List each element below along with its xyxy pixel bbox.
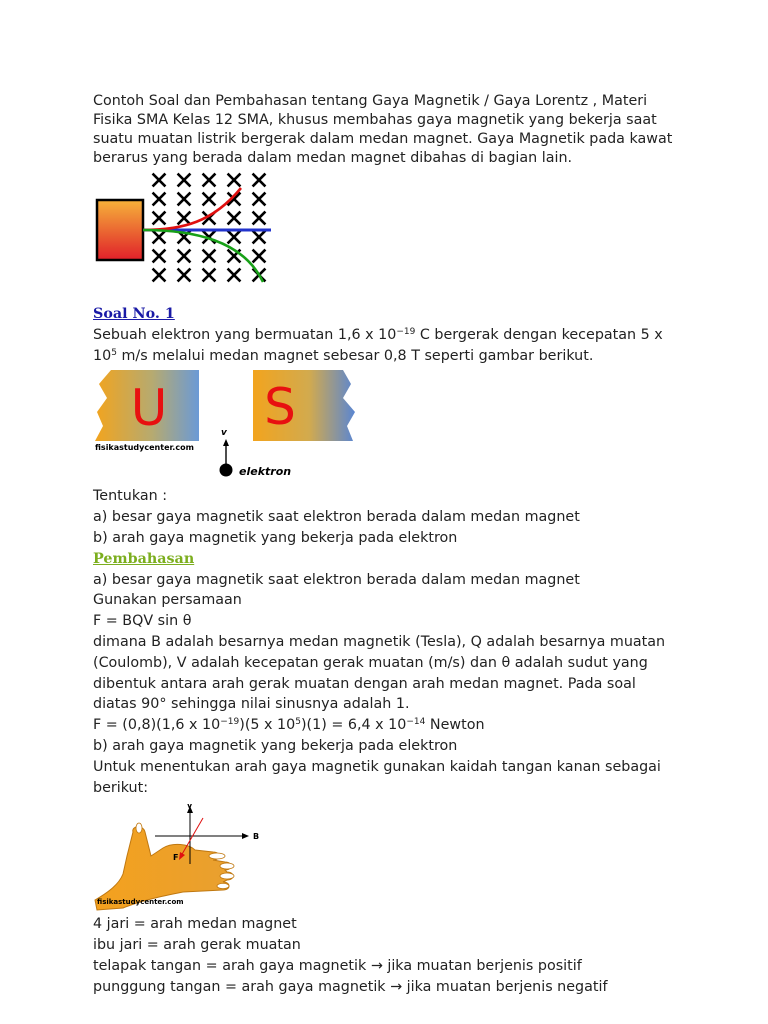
figure-watermark: fisikastudycenter.com [95,443,194,453]
field-cross-mark [229,270,240,281]
pembahasan-heading[interactable]: Pembahasan [93,550,195,567]
f-axis-label: F [173,853,179,863]
explanation-line: (Coulomb), V adalah kecepatan gerak muatan (m/s) dan θ adalah sudut yang [93,654,648,671]
field-cross-mark [254,251,265,262]
intro-line: suatu muatan listrik bergerak dalam medan magnet. Gaya Magnetik pada kawat [93,131,673,147]
task-b: b) arah gaya magnetik yang bekerja pada elektron [93,529,458,546]
explanation-line: dibentuk antara arah gerak muatan dengan arah medan magnet. Pada soal [93,675,636,692]
electron-label: elektron [239,465,292,479]
field-cross-mark [179,194,190,205]
intro-line: berarus yang berada dalam medan magnet dibahas di bagian lain. [93,150,573,166]
rule-item: telapak tangan = arah gaya magnetik → jika muatan berjenis positif [93,957,582,974]
field-cross-mark [179,251,190,262]
document-page [93,92,683,998]
formula-intro: Gunakan persamaan [93,592,242,609]
field-cross-mark [179,270,190,281]
field-cross-mark [154,213,165,224]
field-cross-mark [229,232,240,243]
south-pole-label: S [264,378,296,437]
answer-a-title: a) besar gaya magnetik saat elektron berada dalam medan magnet [93,571,580,588]
field-cross-mark [154,270,165,281]
question-line: Sebuah elektron yang bermuatan 1,6 x $10^{-19}$ C bergerak dengan kecepatan 5 x [93,326,663,343]
figure-watermark: fisikastudycenter.com [97,898,184,907]
answer-b-title: b) arah gaya magnetik yang bekerja pada elektron [93,737,458,754]
thumbnail [136,823,142,833]
rule-item: punggung tangan = arah gaya magnetik → jika muatan berjenis negatif [93,978,608,995]
explanation-line: dimana B adalah besarnya medan magnetik (Tesla), Q adalah besarnya muatan [93,633,666,650]
rule-line: Untuk menentukan arah gaya magnetik gunakan kaidah tangan kanan sebagai [93,758,661,775]
field-cross-mark [229,213,240,224]
velocity-label: v [221,428,227,439]
fingernail [220,863,234,869]
field-cross-mark [179,175,190,186]
field-cross-mark [254,175,265,186]
intro-line: Contoh Soal dan Pembahasan tentang Gaya Magnetik / Gaya Lorentz , Materi [93,93,648,109]
field-cross-mark [229,175,240,186]
rule-line: berikut: [93,779,149,796]
fingernail [209,853,225,859]
field-cross-mark [254,194,265,205]
magnet-poles-figure [93,368,363,484]
magnetic-field-figure [93,172,283,300]
calculation: F = (0,8)(1,6 x $10^{-19})(5$ x $10^5)(1) = 6,4$ x $10^{-14}$ Newton [93,717,485,734]
electron-dot [220,464,233,477]
field-cross-mark [154,175,165,186]
rule-item: 4 jari = arah medan magnet [93,916,297,933]
velocity-arrow-head [223,439,229,446]
soal-heading[interactable]: Soal No. 1 [93,306,175,322]
positive-path-curve [143,188,241,230]
explanation-line: diatas 90° sehingga nilai sinusnya adalah 1. [93,696,410,713]
rule-item: ibu jari = arah gerak muatan [93,937,301,954]
intro-line: Fisika SMA Kelas 12 SMA, khusus membahas gaya magnetik yang bekerja saat [93,112,657,128]
field-cross-mark [204,194,215,205]
field-cross-mark [254,213,265,224]
field-cross-mark [254,232,265,243]
b-axis-label: B [253,832,260,842]
task-a: a) besar gaya magnetik saat elektron berada dalam medan magnet [93,509,580,526]
north-pole-label: U [130,379,168,438]
fingernail [220,873,234,879]
intro-paragraph [93,92,683,168]
fingernail [217,884,229,889]
field-cross-mark [204,270,215,281]
question-line: $10^5$ m/s melalui medan magnet sebesar 0,8 T seperti gambar berikut. [93,347,594,364]
right-hand-rule-figure [93,804,273,912]
charge-source-box [97,200,143,260]
field-cross-mark [204,251,215,262]
field-cross-mark [204,175,215,186]
field-cross-mark [154,194,165,205]
field-cross-mark [179,213,190,224]
b-axis-arrow [242,833,249,839]
field-cross-mark [154,251,165,262]
formula: F = BQV sin θ [93,613,192,630]
task-title: Tentukan : [93,488,168,505]
field-cross-mark [154,232,165,243]
v-axis-label: v [187,804,193,811]
